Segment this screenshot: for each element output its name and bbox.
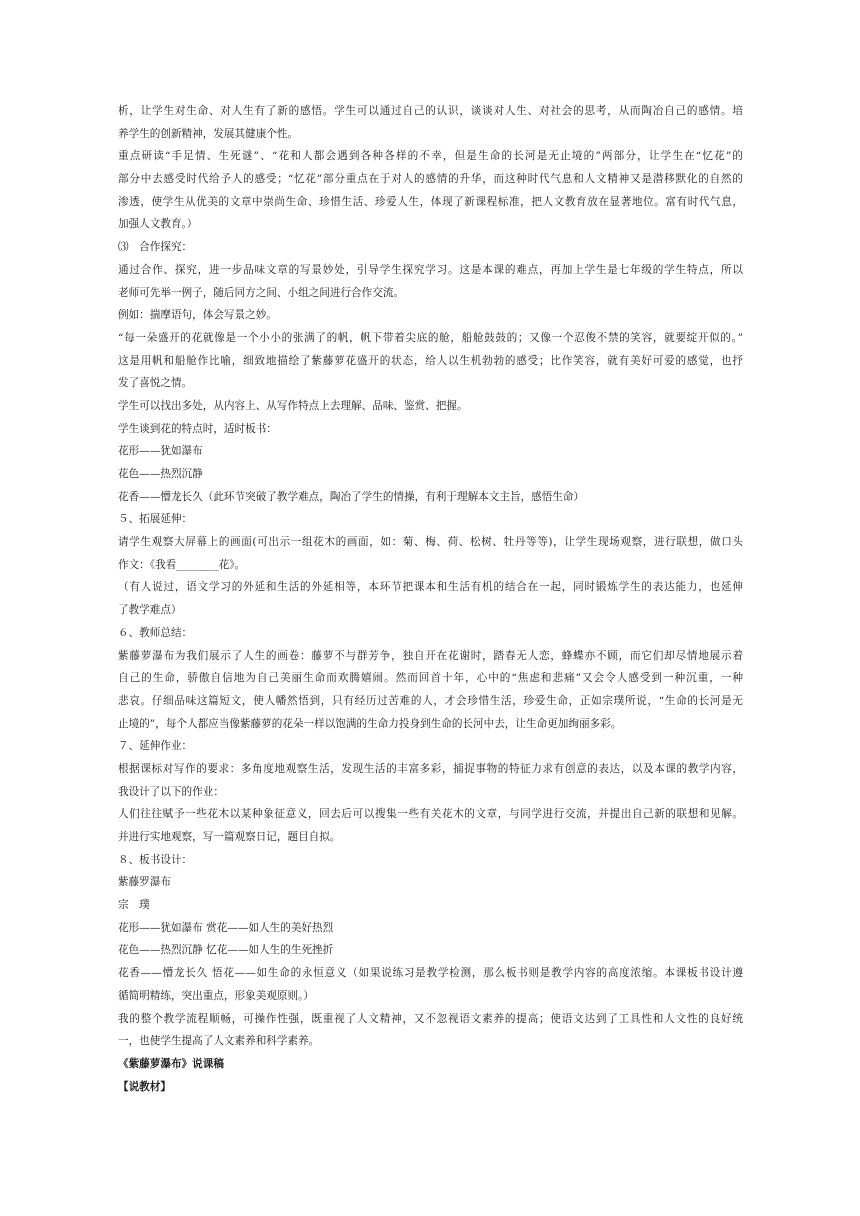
text-line: 析，让学生对生命、对人生有了新的感悟。学生可以通过自己的认识，谈谈对人生、对社会的思考，从而陶冶自己的感情。培 — [118, 105, 743, 117]
text-line: （有人说过，语文学习的外延和生活的外延相等，本环节把课本和生活有机的结合在一起，同时锻炼学生的表达能力，也延伸 — [118, 581, 743, 594]
text-line: 花形——犹如瀑布 — [118, 445, 203, 458]
text-line: 悲哀。仔细品味这篇短文，使人幡然悟到，只有经历过苦难的人，才会珍惜生活，珍爱生命，正如宗璞所说，“生命的长河是无 — [118, 694, 743, 707]
text-line: 我的整个教学流程顺畅，可操作性强，既重视了人文精神，又不忽视语文素养的提高；使语文达到了工具性和人文性的良好统 — [118, 1012, 743, 1025]
text-line: 通过合作、探究，进一步品味文章的写景妙处，引导学生探究学习。这是本课的难点，再加上学生是七年级的学生特点，所以 — [118, 263, 743, 276]
lesson-title: 《紫藤萝瀑布》说课稿 — [118, 1057, 224, 1070]
text-line: 人们往往赋予一些花木以某种象征意义，回去后可以搜集一些有关花木的文章，与同学进行交流，并提出自己新的联想和见解。 — [118, 808, 743, 821]
text-line: 根据课标对写作的要求：多角度地观察生活，发现生活的丰富多彩，捕捉事物的特征力求有创意的表达，以及本课的教学内容， — [118, 762, 743, 775]
text-line: 部分中去感受时代给予人的感受；“忆花”部分重点在于对人的感情的升华，而这种时代气息和人文精神又是潜移默化的自然的 — [118, 173, 743, 186]
text-line: 花色——热烈沉静 — [118, 468, 203, 480]
text-line: 作文：《我看________花》。 — [118, 558, 246, 571]
text-line: 养学生的创新精神，发展其健康个性。 — [118, 127, 299, 140]
text-line: 渗透，使学生从优美的文章中崇尚生命、珍惜生活、珍爱人生，体现了新课程标准，把人文教育放在显著地位。富有时代气息， — [118, 195, 743, 208]
text-line: 花香——懵龙长久（此环节突破了教学难点，陶冶了学生的情操，有利于理解本文主旨，感悟生命） — [118, 490, 585, 503]
text-line: 宗 璞 — [118, 899, 150, 912]
text-line: 花形——犹如瀑布 赏花——如人生的美好热烈 — [118, 921, 334, 934]
document-body — [118, 100, 743, 1053]
text-line: 了教学难点） — [118, 604, 182, 617]
text-line: ７、延伸作业： — [118, 740, 193, 753]
text-line: ⑶ 合作探究： — [118, 241, 193, 254]
text-line: 止境的”，每个人都应当像紫藤萝的花朵一样以饱满的生命力投身到生命的长河中去，让生命更加绚丽多彩。 — [118, 717, 622, 730]
text-line: 请学生观察大屏幕上的画面(可出示一组花木的画面，如：菊、梅、荷、松树、牡丹等等)，让学生现场观察，进行联想，做口头 — [118, 536, 743, 549]
text-line: 紫藤罗瀑布 — [118, 876, 171, 889]
text-line: 自己的生命，骄傲自信地为自己美丽生命而欢腾嬉闹。然而回首十年，心中的“焦虑和悲痛”又会令人感受到一种沉重，一种 — [118, 672, 743, 685]
text-line: 紫藤萝瀑布为我们展示了人生的画卷：藤萝不与群芳争，独自开在花谢时，踏春无人恋，蜂蝶亦不顾，而它们却尽情地展示着 — [118, 649, 743, 662]
text-line: 花香——懵龙长久 悟花——如生命的永恒意义（如果说练习是教学检测，那么板书则是教学内容的高度浓缩。本课板书设计遵 — [118, 967, 743, 980]
text-line: ５、拓展延伸： — [118, 513, 193, 526]
text-line: 并进行实地观察，写一篇观察日记，题目自拟。 — [118, 831, 341, 843]
text-line: 重点研读“手足情、生死谜”、“花和人都会遇到各种各样的不幸，但是生命的长河是无止境的”两部分，让学生在“忆花”的 — [118, 150, 743, 163]
section-heading: 【说教材】 — [118, 1080, 171, 1093]
text-line: 老师可先举一例子，随后同方之间、小组之间进行合作交流。 — [118, 286, 405, 299]
text-line: 花色——热烈沉静 忆花——如人生的生死挫折 — [118, 944, 334, 957]
text-line: ６、教师总结： — [118, 626, 193, 639]
document-page — [118, 100, 743, 1098]
text-line: 学生可以找出多处，从内容上、从写作特点上去理解、品味、鉴赏、把握。 — [118, 399, 468, 412]
text-line: 循简明精练，突出重点，形象美观原则。） — [118, 989, 314, 1002]
text-line: 学生谈到花的特点时，适时板书： — [118, 422, 277, 435]
text-line: 一，也使学生提高了人文素养和科学素养。 — [118, 1035, 320, 1048]
text-line: 我设计了以下的作业： — [118, 785, 224, 798]
text-line: “每一朵盛开的花就像是一个小小的张满了的帆，帆下带着尖底的舱，船舱鼓鼓的；又像一个忍俊不禁的笑容，就要绽开似的。” — [118, 331, 743, 344]
text-line: 例如：揣摩语句，体会写景之妙。 — [118, 309, 277, 322]
text-line: 这是用帆和船舱作比喻，细致地描绘了紫藤萝花盛开的状态，给人以生机勃勃的感受；比作笑容，就有美好可爱的感觉，也抒 — [118, 354, 743, 367]
text-line: 加强人文教育。） — [118, 218, 198, 231]
text-line: 发了喜悦之情。 — [118, 377, 193, 390]
text-line: ８、板书设计： — [118, 853, 193, 866]
